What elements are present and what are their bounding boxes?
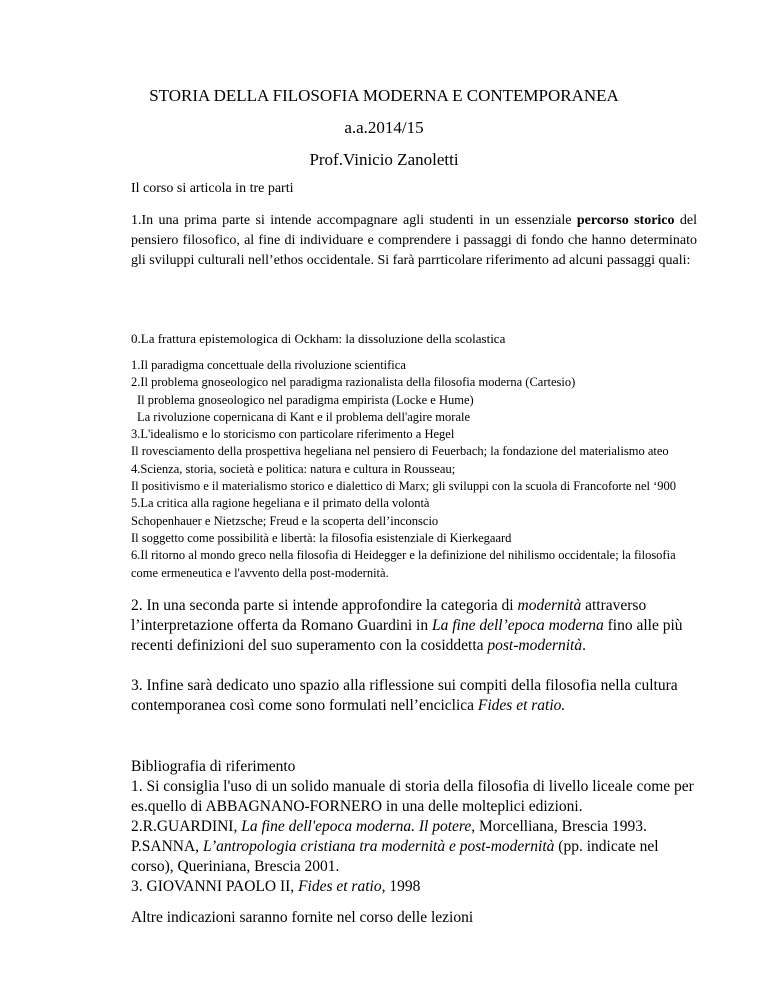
bib2-publisher: , Morcelliana, Brescia 1993. [471, 818, 647, 835]
list-item: 3.L'idealismo e lo storicismo con particolare riferimento a Hegel [131, 427, 455, 442]
part1-text-after: del pensiero filosofico, al fine di individuare e comprendere i passaggi di fondo che hanno determinato gli sviluppi culturali nell’ethos occidentale. Si farà parrticolare riferimento ad alcuni passaggi quali: [131, 213, 698, 268]
bibliography-section [131, 757, 697, 897]
list-item: 6.Il ritorno al mondo greco nella filosofia di Heidegger e la definizione del nihilismo occidentale; la filosofia come ermeneutica e l'avvento della post-modernità. [131, 548, 676, 580]
bib3-publisher: (pp. indicate nel corso), Queriniana, Brescia 2001. [131, 838, 659, 875]
list-item: 5.La critica alla ragione hegeliana e il primato della volontà [131, 496, 430, 511]
intro-text: Il corso si articola in tre parti [131, 181, 294, 196]
part2-paragraph [131, 596, 697, 656]
professor-name: Prof.Vinicio Zanoletti [309, 150, 459, 169]
bib4-author: 3. GIOVANNI PAOLO II, [131, 878, 299, 895]
part2-text-g: . [582, 637, 586, 654]
part2-italic-d: La fine dell’epoca moderna [432, 617, 604, 634]
bibliography-item-3 [131, 837, 697, 877]
part1-paragraph [131, 211, 697, 271]
bib3-title: L’antropologia cristiana tra modernità e post-modernità [202, 838, 555, 855]
part2-italic-b: modernità [517, 597, 582, 614]
bib4-title: Fides et ratio, [298, 878, 386, 895]
part3-text-a: 3. Infine sarà dedicato uno spazio alla riflessione sui compiti della filosofia nella cultura contemporanea così come sono formulati nell’enciclica [131, 677, 678, 714]
bib3-author: P.SANNA, [131, 838, 203, 855]
list-item: Il soggetto come possibilità e libertà: la filosofia esistenziale di Kierkegaard [131, 530, 512, 545]
bib2-title: La fine dell'epoca moderna. Il potere [241, 818, 472, 835]
part2-text-e: fino alle più recenti definizioni del suo superamento con la cosiddetta [131, 617, 683, 654]
part2-text-c: attraverso l’interpretazione offerta da Romano Guardini in [131, 597, 647, 634]
list-item: 4.Scienza, storia, società e politica: natura e cultura in Rousseau; [131, 461, 456, 476]
closing-note: Altre indicazioni saranno fornite nel corso delle lezioni [131, 909, 474, 926]
bibliography-heading: Bibliografia di riferimento [131, 758, 296, 775]
list-item: La rivoluzione copernicana di Kant e il problema dell'agire morale [137, 409, 471, 424]
list-item: 1.Il paradigma concettuale della rivoluzione scientifica [131, 358, 406, 372]
list-item: Schopenhauer e Nietzsche; Freud e la scoperta dell’inconscio [131, 513, 439, 528]
part2-italic-f: post-modernità [487, 637, 583, 654]
part2-text-a: 2. In una seconda parte si intende approfondire la categoria di [131, 597, 518, 614]
bibliography-item-4 [131, 877, 697, 897]
part3-paragraph [131, 676, 697, 716]
list-item: Il problema gnoseologico nel paradigma empirista (Locke e Hume) [137, 392, 474, 407]
list-item: Il positivismo e il materialismo storico e dialettico di Marx; gli sviluppi con la scuola di Francoforte nel ‘900 [131, 479, 677, 494]
bib2-author: 2.R.GUARDINI, [131, 818, 242, 835]
part3-italic-b: Fides et ratio. [477, 697, 566, 714]
academic-year: a.a.2014/15 [344, 118, 424, 137]
part1-bold-text: percorso storico [576, 213, 675, 228]
list-item: Il rovesciamento della prospettiva hegeliana nel pensiero di Feuerbach; la fondazione del materialismo ateo [131, 444, 669, 459]
bib4-year: 1998 [385, 878, 421, 895]
list-item: 2.Il problema gnoseologico nel paradigma razionalista della filosofia moderna (Cartesio) [131, 375, 576, 390]
bibliography-item-2 [131, 817, 697, 837]
part1-text-before: 1.In una prima parte si intende accompagnare agli studenti in un essenziale [131, 213, 577, 228]
bibliography-item-1: 1. Si consiglia l'uso di un solido manuale di storia della filosofia di livello liceale come per es.quello di ABBAGNANO-FORNERO in una delle molteplici edizioni. [131, 778, 694, 815]
topic-0: 0.La frattura epistemologica di Ockham: la dissoluzione della scolastica [131, 331, 506, 346]
page-title: STORIA DELLA FILOSOFIA MODERNA E CONTEMPORANEA [149, 86, 619, 105]
topics-list [131, 357, 701, 582]
